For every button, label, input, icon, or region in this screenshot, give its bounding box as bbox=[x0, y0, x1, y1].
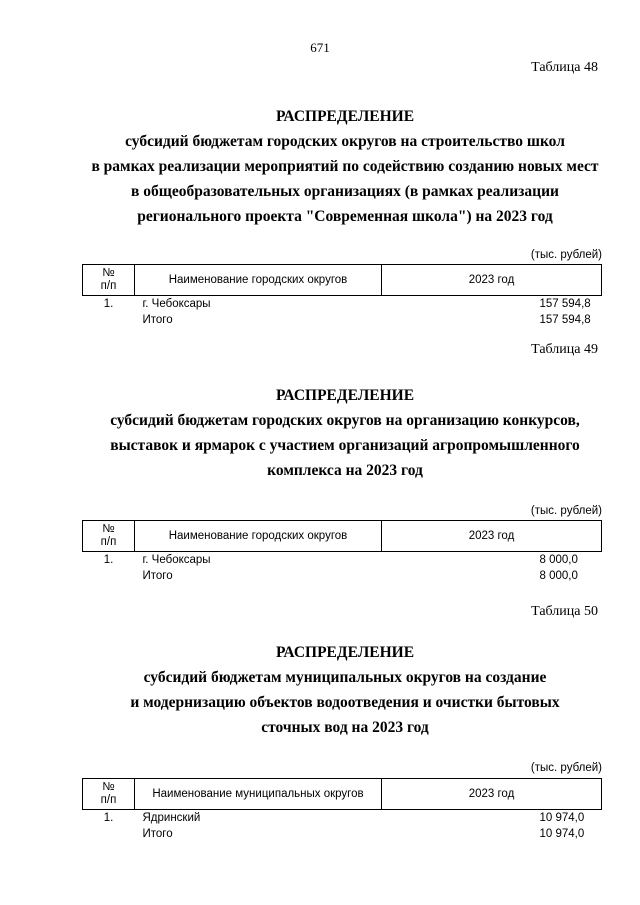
column-header-year: 2023 год bbox=[382, 779, 602, 810]
table-row-total bbox=[83, 312, 602, 328]
heading-line: субсидий бюджетам городских округов на строительство школ bbox=[125, 133, 565, 150]
heading-line: субсидий бюджетам городских округов на организацию конкурсов, bbox=[110, 412, 580, 429]
row-value: 8 000,0 bbox=[539, 554, 578, 566]
table-heading bbox=[0, 383, 640, 483]
row-value: 157 594,8 bbox=[539, 314, 591, 326]
row-value: 10 974,0 bbox=[539, 812, 585, 824]
heading-title: РАСПРЕДЕЛЕНИЕ bbox=[275, 644, 415, 661]
table-row-total bbox=[83, 826, 602, 842]
row-value: 10 974,0 bbox=[539, 828, 585, 840]
row-number: 1. bbox=[103, 554, 114, 566]
distribution-table bbox=[82, 778, 602, 842]
table-row bbox=[83, 296, 602, 313]
column-header-year: 2023 год bbox=[382, 265, 602, 296]
heading-line: сточных вод на 2023 год bbox=[261, 719, 429, 736]
page-number: 671 bbox=[310, 40, 330, 55]
table-row bbox=[83, 810, 602, 827]
heading-line: комплекса на 2023 год bbox=[267, 462, 423, 479]
column-header-name: Наименование городских округов bbox=[135, 521, 382, 552]
table-heading bbox=[0, 640, 640, 740]
table-label: Таблица 49 bbox=[531, 342, 598, 357]
table-label: Таблица 48 bbox=[531, 60, 598, 75]
units-label: (тыс. рублей) bbox=[530, 505, 602, 517]
units-label: (тыс. рублей) bbox=[530, 762, 602, 774]
distribution-table bbox=[82, 264, 602, 328]
row-name: Итого bbox=[142, 570, 173, 582]
column-header-number: № п/п bbox=[83, 521, 135, 552]
table-label: Таблица 50 bbox=[531, 604, 598, 619]
row-name: Итого bbox=[142, 828, 173, 840]
row-name: Итого bbox=[142, 314, 173, 326]
heading-line: субсидий бюджетам муниципальных округов на создание bbox=[143, 669, 547, 686]
table-row bbox=[83, 552, 602, 569]
row-number bbox=[83, 312, 135, 328]
heading-line: выставок и ярмарок с участием организаций агропромышленного bbox=[110, 437, 580, 454]
heading-line: регионального проекта "Современная школа") на 2023 год bbox=[137, 208, 553, 225]
distribution-table bbox=[82, 520, 602, 584]
table-header-row bbox=[83, 779, 602, 810]
units-label: (тыс. рублей) bbox=[530, 249, 602, 261]
row-name: г. Чебоксары bbox=[142, 554, 211, 566]
row-value: 8 000,0 bbox=[539, 570, 578, 582]
table-heading bbox=[0, 104, 640, 229]
row-number bbox=[83, 826, 135, 842]
table-row-total bbox=[83, 568, 602, 584]
heading-line: и модернизацию объектов водоотведения и очистки бытовых bbox=[130, 694, 560, 711]
heading-title: РАСПРЕДЕЛЕНИЕ bbox=[275, 387, 415, 404]
heading-line: в общеобразовательных организациях (в рамках реализации bbox=[131, 183, 559, 200]
row-name: г. Чебоксары bbox=[142, 298, 211, 310]
heading-line: в рамках реализации мероприятий по содействию созданию новых мест bbox=[91, 158, 599, 175]
table-header-row bbox=[83, 521, 602, 552]
table-header-row bbox=[83, 265, 602, 296]
column-header-number: № п/п bbox=[83, 265, 135, 296]
column-header-number: № п/п bbox=[83, 779, 135, 810]
row-name: Ядринский bbox=[142, 812, 201, 824]
column-header-name: Наименование муниципальных округов bbox=[135, 779, 382, 810]
column-header-year: 2023 год bbox=[382, 521, 602, 552]
column-header-name: Наименование городских округов bbox=[135, 265, 382, 296]
row-value: 157 594,8 bbox=[539, 298, 591, 310]
row-number bbox=[83, 568, 135, 584]
row-number: 1. bbox=[103, 298, 114, 310]
heading-title: РАСПРЕДЕЛЕНИЕ bbox=[275, 108, 415, 125]
row-number: 1. bbox=[103, 812, 114, 824]
